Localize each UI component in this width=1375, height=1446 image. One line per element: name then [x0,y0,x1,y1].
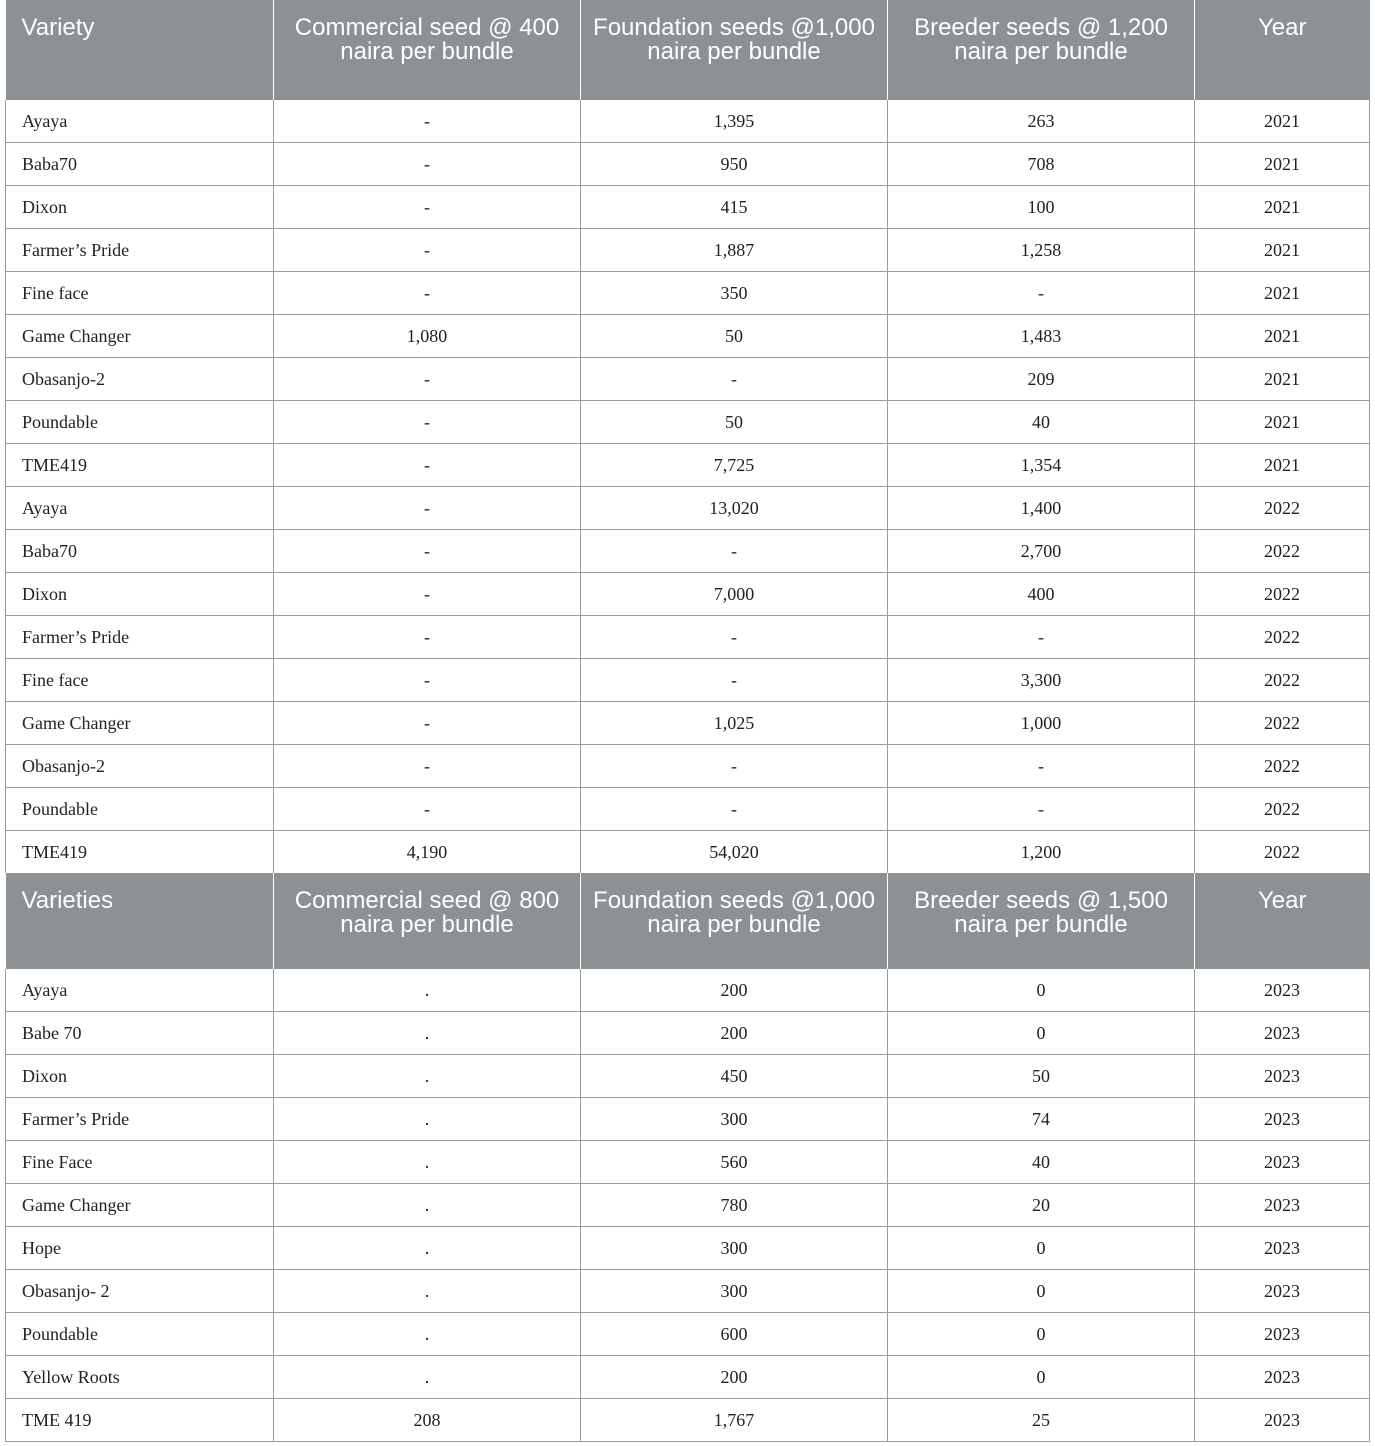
header-commercial-seed-2023: Commercial seed @ 800 naira per bundle [274,873,581,969]
cell-foundation: 300 [581,1227,888,1270]
cell-commercial: - [274,702,581,745]
cell-variety: Ayaya [6,969,274,1012]
cell-breeder: 50 [888,1055,1195,1098]
cell-breeder: 1,200 [888,831,1195,874]
cell-breeder: 40 [888,1141,1195,1184]
cell-variety: TME419 [6,444,274,487]
cell-commercial: . [274,1141,581,1184]
cell-year: 2021 [1195,401,1370,444]
cell-breeder: 3,300 [888,659,1195,702]
cell-foundation: - [581,530,888,573]
cell-commercial: - [274,616,581,659]
cell-commercial: . [274,1012,581,1055]
cell-variety: Babe 70 [6,1012,274,1055]
cell-foundation: 600 [581,1313,888,1356]
table-row [6,1356,1370,1399]
cell-commercial: 1,080 [274,315,581,358]
table-row [6,1227,1370,1270]
cell-commercial: - [274,229,581,272]
cell-variety: Farmer’s Pride [6,1098,274,1141]
cell-variety: Baba70 [6,143,274,186]
cell-breeder: 263 [888,100,1195,143]
cell-breeder: 708 [888,143,1195,186]
cell-foundation: 200 [581,1012,888,1055]
header-commercial-seed: Commercial seed @ 400 naira per bundle [274,0,581,100]
table-row [6,1098,1370,1141]
header-varieties: Varieties [6,873,274,969]
cell-foundation: 780 [581,1184,888,1227]
cell-variety: Dixon [6,186,274,229]
table-row [6,969,1370,1012]
cell-variety: Fine Face [6,1141,274,1184]
cell-variety: Yellow Roots [6,1356,274,1399]
cell-commercial: - [274,143,581,186]
table-row [6,1313,1370,1356]
cell-breeder: 1,400 [888,487,1195,530]
table-row [6,143,1370,186]
cell-breeder: 0 [888,1012,1195,1055]
cell-foundation: 54,020 [581,831,888,874]
cell-year: 2023 [1195,1012,1370,1055]
seed-sales-table [5,0,1370,1442]
cell-year: 2023 [1195,1141,1370,1184]
cell-foundation: 300 [581,1098,888,1141]
cell-commercial: - [274,444,581,487]
cell-foundation: 560 [581,1141,888,1184]
cell-year: 2022 [1195,530,1370,573]
cell-foundation: 300 [581,1270,888,1313]
cell-year: 2021 [1195,229,1370,272]
cell-year: 2023 [1195,1270,1370,1313]
table-row [6,186,1370,229]
header-year: Year [1195,0,1370,100]
cell-breeder: 40 [888,401,1195,444]
cell-breeder: 1,000 [888,702,1195,745]
table-row [6,315,1370,358]
cell-year: 2023 [1195,1098,1370,1141]
table-row [6,831,1370,874]
cell-year: 2021 [1195,444,1370,487]
cell-breeder: - [888,616,1195,659]
cell-year: 2021 [1195,272,1370,315]
cell-year: 2022 [1195,487,1370,530]
table-row [6,1399,1370,1442]
table-row [6,1055,1370,1098]
cell-foundation: 350 [581,272,888,315]
table-row [6,100,1370,143]
cell-commercial: 208 [274,1399,581,1442]
cell-year: 2023 [1195,969,1370,1012]
cell-foundation: 200 [581,1356,888,1399]
table-row [6,487,1370,530]
table-row [6,573,1370,616]
table-row [6,1184,1370,1227]
cell-variety: Ayaya [6,487,274,530]
cell-foundation: 50 [581,401,888,444]
cell-foundation: 450 [581,1055,888,1098]
table-row [6,1270,1370,1313]
cell-breeder: 0 [888,1313,1195,1356]
header-foundation-seeds-2023: Foundation seeds @1,000 naira per bundle [581,873,888,969]
header-foundation-seeds: Foundation seeds @1,000 naira per bundle [581,0,888,100]
cell-year: 2022 [1195,745,1370,788]
cell-variety: Poundable [6,1313,274,1356]
cell-commercial: . [274,1098,581,1141]
cell-year: 2022 [1195,573,1370,616]
cell-year: 2022 [1195,831,1370,874]
cell-foundation: - [581,788,888,831]
cell-variety: Dixon [6,1055,274,1098]
cell-variety: Farmer’s Pride [6,616,274,659]
cell-breeder: 2,700 [888,530,1195,573]
cell-commercial: - [274,358,581,401]
header-variety: Variety [6,0,274,100]
cell-breeder: 0 [888,969,1195,1012]
header-breeder-seeds-2023: Breeder seeds @ 1,500 naira per bundle [888,873,1195,969]
cell-commercial: . [274,1227,581,1270]
cell-variety: Game Changer [6,702,274,745]
table2-header-row [6,873,1370,969]
table2-body [6,969,1370,1442]
cell-year: 2022 [1195,702,1370,745]
cell-year: 2021 [1195,315,1370,358]
cell-year: 2021 [1195,143,1370,186]
table-row [6,444,1370,487]
table-row [6,229,1370,272]
cell-breeder: 0 [888,1270,1195,1313]
cell-commercial: 4,190 [274,831,581,874]
cell-variety: Obasanjo-2 [6,358,274,401]
cell-breeder: 20 [888,1184,1195,1227]
cell-foundation: 200 [581,969,888,1012]
cell-variety: Fine face [6,659,274,702]
cell-foundation: 1,887 [581,229,888,272]
cell-breeder: 100 [888,186,1195,229]
table-row [6,745,1370,788]
cell-foundation: 7,725 [581,444,888,487]
cell-foundation: 950 [581,143,888,186]
cell-commercial: . [274,969,581,1012]
cell-variety: TME419 [6,831,274,874]
cell-breeder: 0 [888,1227,1195,1270]
cell-variety: Game Changer [6,1184,274,1227]
cell-breeder: 1,354 [888,444,1195,487]
cell-variety: Farmer’s Pride [6,229,274,272]
cell-variety: Dixon [6,573,274,616]
cell-year: 2023 [1195,1399,1370,1442]
cell-foundation: 1,395 [581,100,888,143]
cell-commercial: - [274,745,581,788]
cell-foundation: 415 [581,186,888,229]
cell-commercial: . [274,1184,581,1227]
header-year-2023: Year [1195,873,1370,969]
cell-variety: Obasanjo- 2 [6,1270,274,1313]
cell-variety: Baba70 [6,530,274,573]
cell-breeder: 400 [888,573,1195,616]
cell-variety: Poundable [6,788,274,831]
cell-foundation: - [581,659,888,702]
cell-year: 2023 [1195,1227,1370,1270]
cell-variety: TME 419 [6,1399,274,1442]
table-row [6,358,1370,401]
table-row [6,788,1370,831]
cell-year: 2022 [1195,788,1370,831]
cell-year: 2023 [1195,1055,1370,1098]
cell-breeder: - [888,272,1195,315]
cell-breeder: 209 [888,358,1195,401]
cell-foundation: 7,000 [581,573,888,616]
cell-commercial: - [274,487,581,530]
table1-body [6,100,1370,873]
cell-breeder: - [888,788,1195,831]
table-row [6,1012,1370,1055]
cell-year: 2023 [1195,1356,1370,1399]
cell-commercial: - [274,100,581,143]
cell-foundation: 1,767 [581,1399,888,1442]
cell-variety: Game Changer [6,315,274,358]
cell-breeder: 74 [888,1098,1195,1141]
cell-year: 2023 [1195,1313,1370,1356]
cell-foundation: - [581,616,888,659]
cell-year: 2021 [1195,358,1370,401]
table-row [6,616,1370,659]
cell-year: 2021 [1195,100,1370,143]
cell-year: 2023 [1195,1184,1370,1227]
table-row [6,401,1370,444]
cell-commercial: - [274,573,581,616]
cell-variety: Obasanjo-2 [6,745,274,788]
cell-foundation: 50 [581,315,888,358]
cell-commercial: - [274,530,581,573]
table-row [6,1141,1370,1184]
seed-table-container [5,0,1369,1442]
cell-variety: Hope [6,1227,274,1270]
cell-breeder: 0 [888,1356,1195,1399]
table-row [6,530,1370,573]
cell-foundation: 1,025 [581,702,888,745]
cell-variety: Fine face [6,272,274,315]
header-breeder-seeds: Breeder seeds @ 1,200 naira per bundle [888,0,1195,100]
cell-breeder: 1,483 [888,315,1195,358]
cell-variety: Ayaya [6,100,274,143]
cell-commercial: . [274,1270,581,1313]
cell-foundation: - [581,745,888,788]
cell-commercial: . [274,1055,581,1098]
cell-breeder: 25 [888,1399,1195,1442]
cell-breeder: 1,258 [888,229,1195,272]
cell-commercial: - [274,401,581,444]
cell-year: 2022 [1195,616,1370,659]
cell-variety: Poundable [6,401,274,444]
table-row [6,659,1370,702]
cell-commercial: - [274,186,581,229]
cell-year: 2021 [1195,186,1370,229]
cell-commercial: - [274,272,581,315]
table-row [6,702,1370,745]
cell-commercial: - [274,659,581,702]
cell-foundation: - [581,358,888,401]
table1-header-row [6,0,1370,100]
cell-commercial: . [274,1313,581,1356]
table-row [6,272,1370,315]
cell-breeder: - [888,745,1195,788]
cell-commercial: - [274,788,581,831]
cell-foundation: 13,020 [581,487,888,530]
cell-year: 2022 [1195,659,1370,702]
cell-commercial: . [274,1356,581,1399]
